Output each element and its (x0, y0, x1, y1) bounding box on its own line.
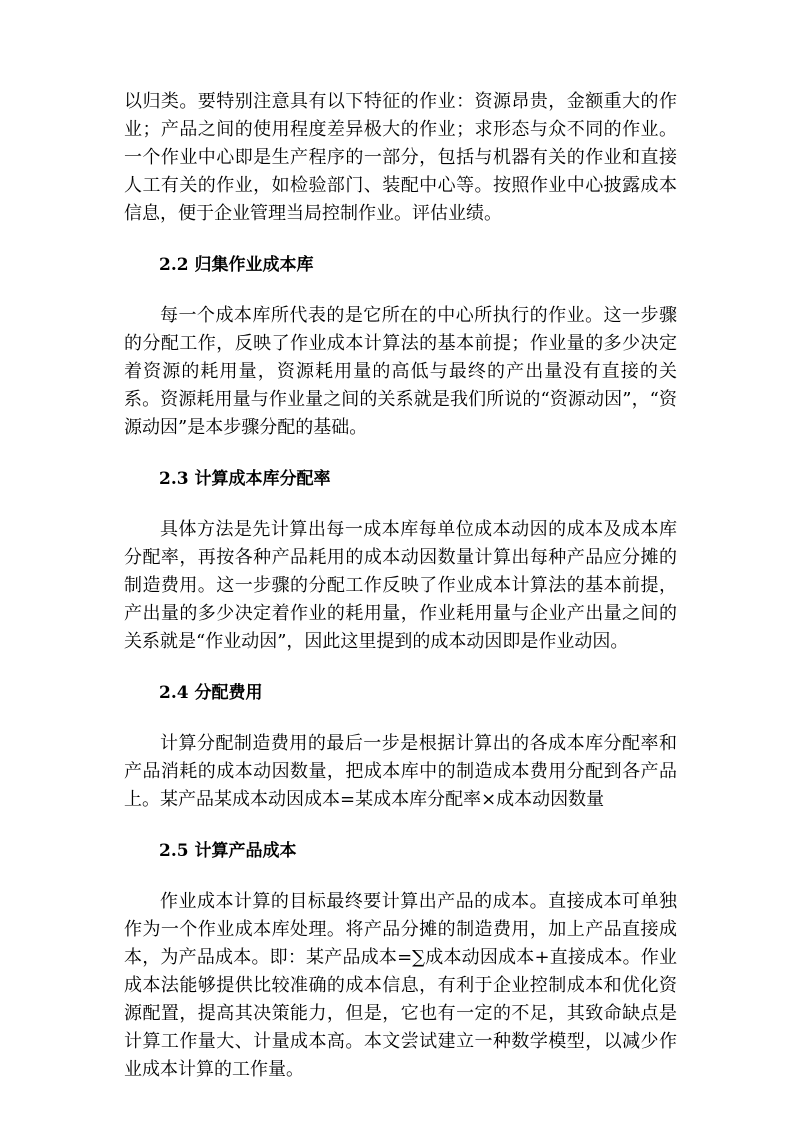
document-page (124, 88, 677, 1084)
paragraph-2-5: 作业成本计算的目标最终要计算出产品的成本。直接成本可单独作为一个作业成本库处理。将产品分摊的制造费用，加上产品直接成本，为产品成本。即：某产品成本=∑成本动因成本+直接成本。作业成本法能够提供比较准确的成本信息，有利于企业控制成本和优化资源配置，提高其决策能力，但是，它也有一定的不足，其致命缺点是计算工作量大、计量成本高。本文尝试建立一种数学模型，以减少作业成本计算的工作量。 (124, 891, 677, 1080)
paragraph-2-3: 具体方法是先计算出每一成本库每单位成本动因的成本及成本库分配率，再按各种产品耗用的成本动因数量计算出每种产品应分摊的制造费用。这一步骤的分配工作反映了作业成本计算法的基本前提，产出量的多少决定着作业的耗用量，作业耗用量与企业产出量之间的关系就是“作业动因”，因此这里提到的成本动因即是作业动因。 (124, 519, 677, 652)
paragraph-2-2: 每一个成本库所代表的是它所在的中心所执行的作业。这一步骤的分配工作，反映了作业成本计算法的基本前提；作业量的多少决定着资源的耗用量，资源耗用量的高低与最终的产出量没有直接的关系。资源耗用量与作业量之间的关系就是我们所说的“资源动因”，“资源动因”是本步骤分配的基础。 (124, 305, 677, 438)
paragraph-2-4: 计算分配制造费用的最后一步是根据计算出的各成本库分配率和产品消耗的成本动因数量，把成本库中的制造成本费用分配到各产品上。某产品某成本动因成本=某成本库分配率×成本动因数量 (124, 733, 677, 810)
section-heading-2-3: 2.3 计算成本库分配率 (159, 469, 331, 489)
paragraph-intro-continued: 以归类。要特别注意具有以下特征的作业：资源昂贵，金额重大的作业；产品之间的使用程度差异极大的作业；求形态与众不同的作业。一个作业中心即是生产程序的一部分，包括与机器有关的作业和直接人工有关的作业，如检验部门、装配中心等。按照作业中心披露成本信息，便于企业管理当局控制作业。评估业绩。 (124, 91, 677, 224)
section-heading-2-5: 2.5 计算产品成本 (159, 841, 297, 861)
section-heading-2-2: 2.2 归集作业成本库 (159, 255, 314, 275)
section-heading-2-4: 2.4 分配费用 (159, 683, 263, 703)
